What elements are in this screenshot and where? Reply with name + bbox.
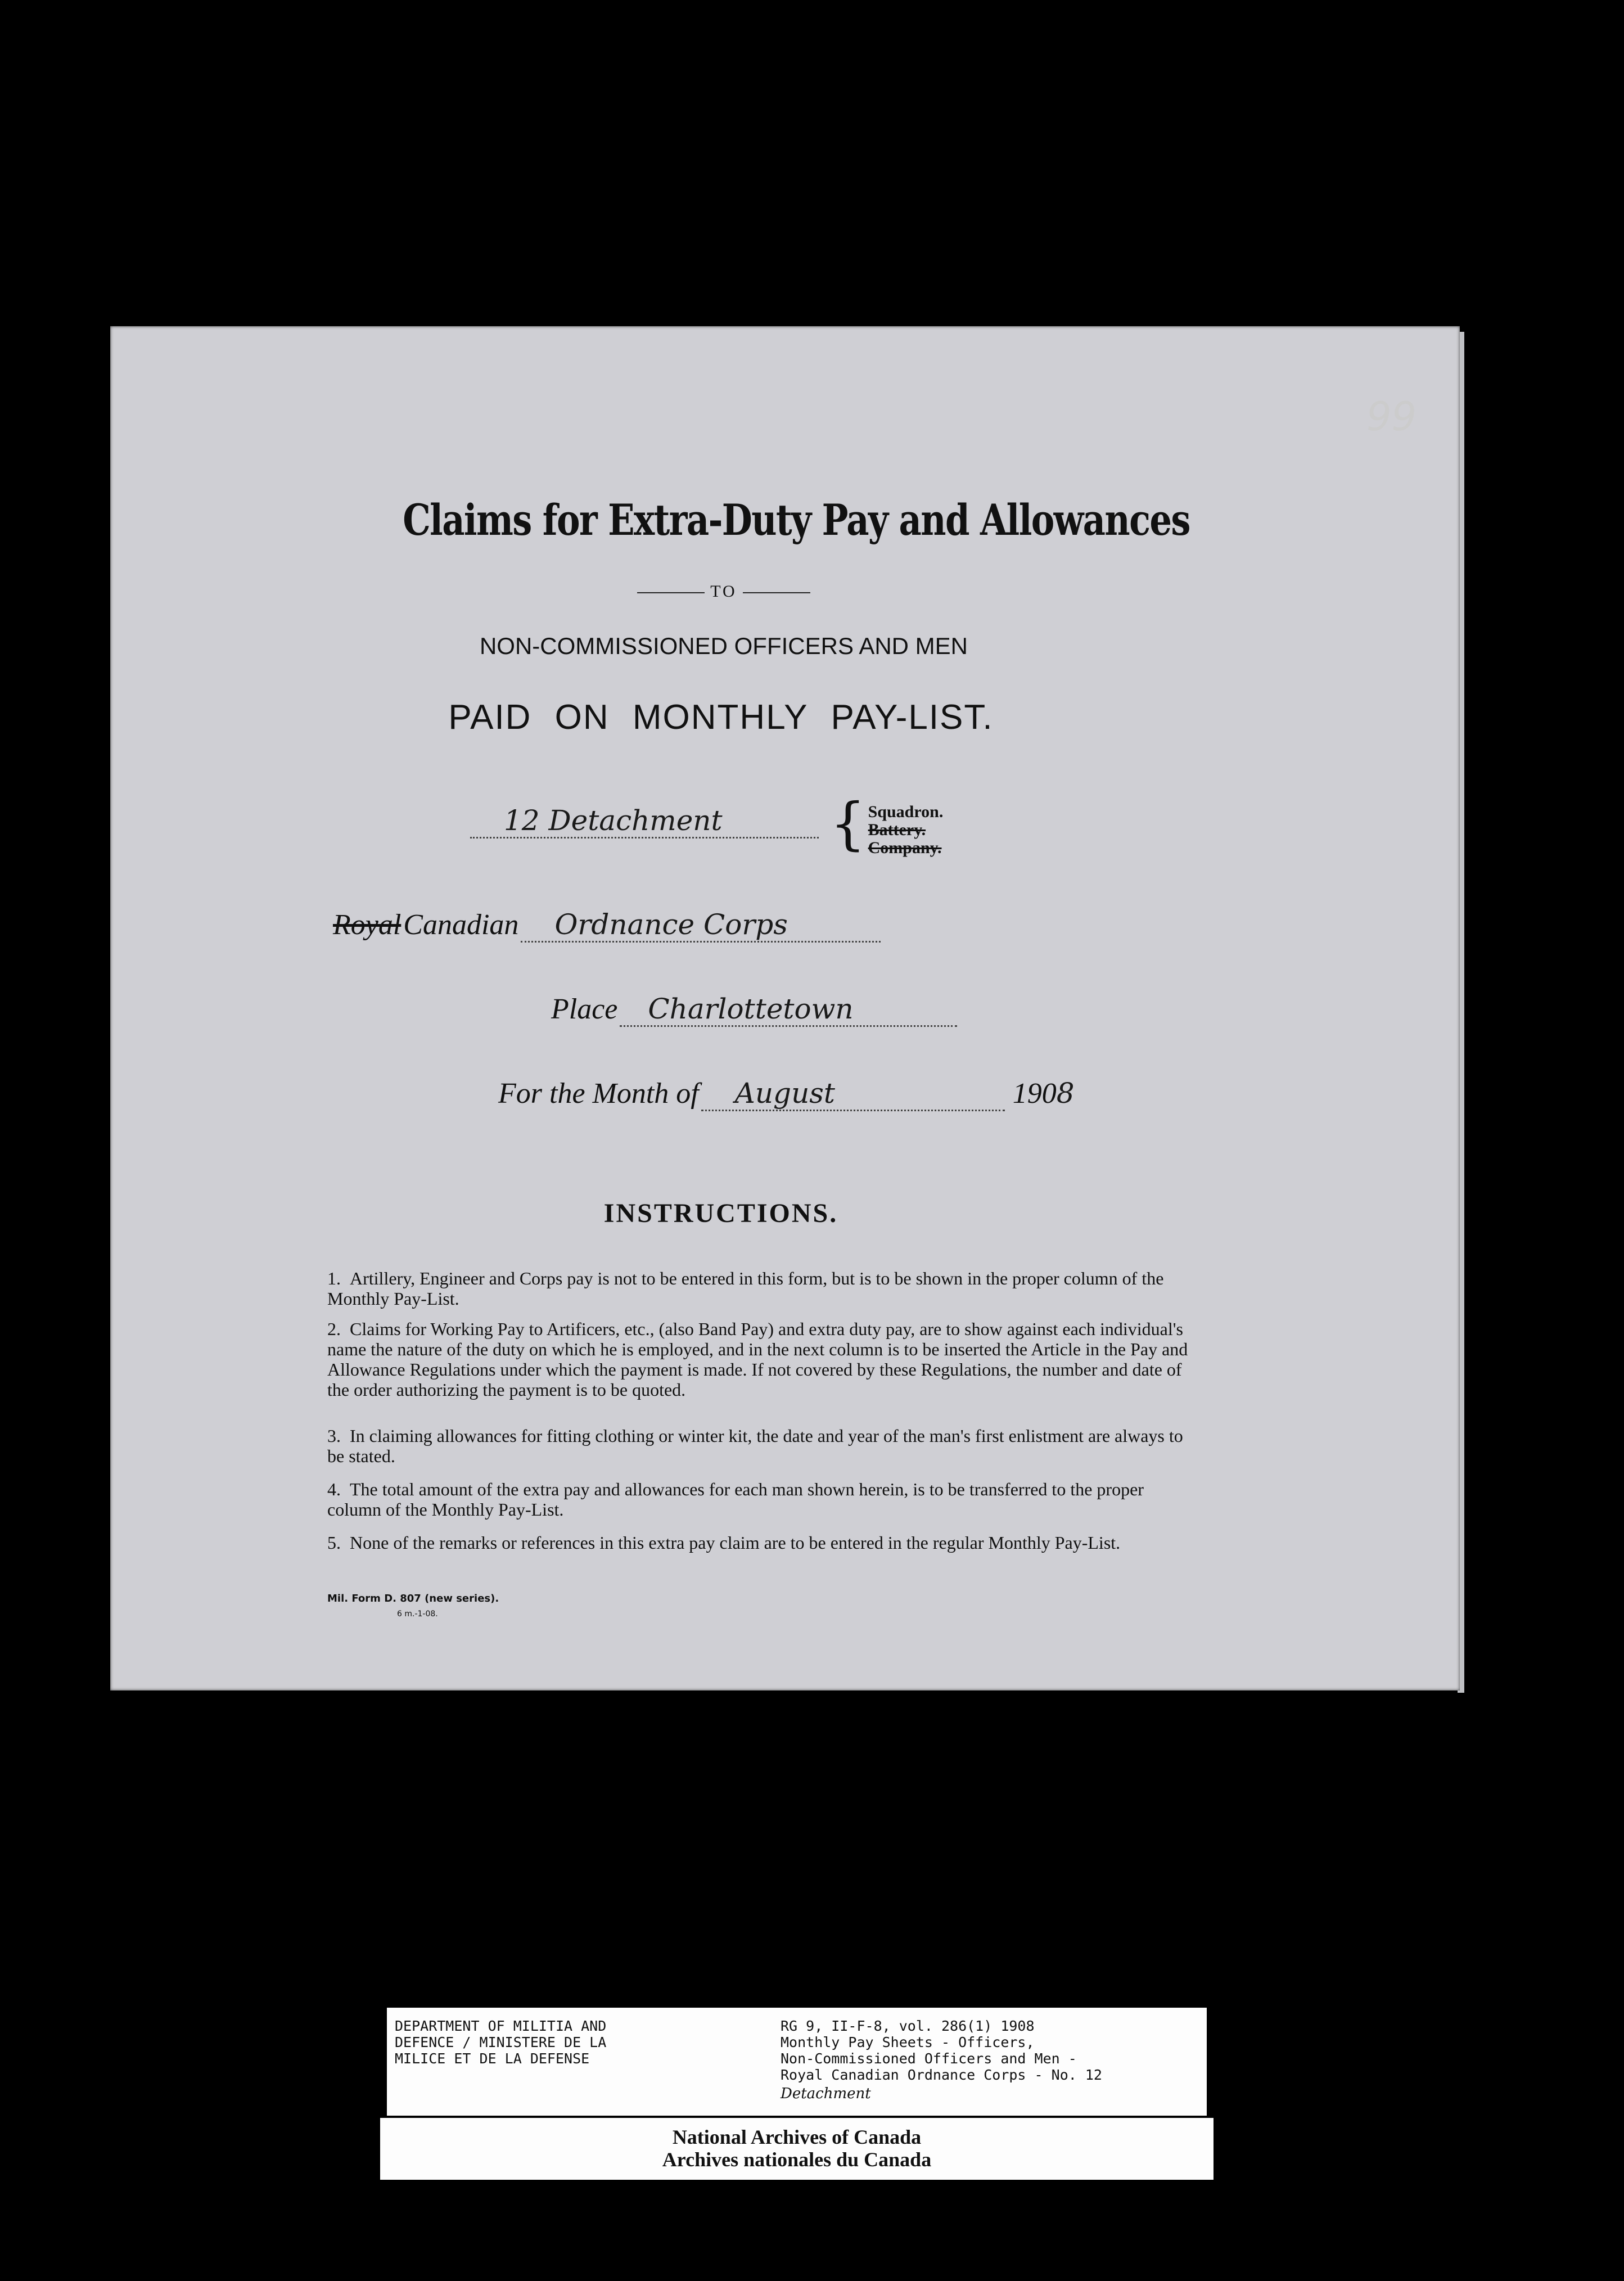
place-value: Charlottetown	[620, 993, 957, 1027]
archive-footer-english: National Archives of Canada	[672, 2126, 922, 2148]
archive-reference-label	[387, 2008, 1207, 2116]
year-prefix: 190	[1012, 1078, 1057, 1110]
form-subtitle: NON-COMMISSIONED OFFICERS AND MEN	[479, 633, 968, 659]
print-code: 6 m.-1-08.	[397, 1610, 438, 1619]
form-code: Mil. Form D. 807 (new series).	[327, 1593, 499, 1604]
unit-type-squadron: Squadron.	[868, 803, 944, 821]
corps-row	[333, 908, 881, 943]
archive-handwritten-note: Detachment	[781, 2085, 871, 2102]
form-title: Claims for Extra-Duty Pay and Allowances	[403, 495, 1190, 545]
document-sheet	[110, 326, 1460, 1691]
instruction-number: 5.	[327, 1532, 341, 1553]
instruction-item	[327, 1532, 1193, 1553]
instruction-number: 4.	[327, 1479, 341, 1499]
instruction-item	[327, 1426, 1193, 1466]
month-row	[498, 1077, 1075, 1111]
instruction-item	[327, 1268, 1193, 1309]
instruction-text: The total amount of the extra pay and allowances for each man shown herein, is to be transferred to the proper column of the Monthly Pay-List.	[327, 1479, 1144, 1520]
instructions-heading: INSTRUCTIONS.	[603, 1198, 838, 1228]
instruction-text: In claiming allowances for fitting clothing or winter kit, the date and year of the man's first enlistment are always to be stated.	[327, 1426, 1183, 1466]
year-suffix: 8	[1056, 1077, 1075, 1110]
archive-footer-french: Archives nationales du Canada	[662, 2148, 932, 2171]
archive-footer	[380, 2118, 1214, 2180]
unit-type-battery: Battery.	[868, 821, 926, 839]
unit-type-company: Company.	[868, 839, 942, 857]
corps-label: Canadian	[403, 909, 519, 941]
brace-icon: {	[830, 791, 866, 856]
place-row	[551, 993, 957, 1027]
instruction-number: 1.	[327, 1268, 341, 1288]
unit-value: 12 Detachment	[470, 804, 819, 839]
corps-value: Ordnance Corps	[521, 908, 881, 943]
month-label: For the Month of	[498, 1078, 699, 1110]
paid-line: PAID ON MONTHLY PAY-LIST.	[448, 698, 994, 737]
instruction-item	[327, 1319, 1193, 1400]
instruction-text: None of the remarks or references in this extra pay claim are to be entered in the regular Monthly Pay-List.	[350, 1532, 1121, 1553]
instruction-text: Artillery, Engineer and Corps pay is not to be entered in this form, but is to be shown in the proper column of the Monthly Pay-List.	[327, 1268, 1164, 1309]
instruction-number: 2.	[327, 1319, 341, 1339]
to-separator	[620, 582, 828, 601]
to-label: TO	[710, 582, 737, 601]
month-value: August	[701, 1077, 1005, 1111]
corps-prefix: Royal	[333, 909, 402, 941]
place-label: Place	[551, 993, 618, 1025]
instruction-text: Claims for Working Pay to Artificers, etc., (also Band Pay) and extra duty pay, are to show against each individual's name the nature of the duty on which he is employed, and in the next column is to be inserted the Article in the Pay and Allowance Regulations under which the payment is made. If not covered by these Regulations, the number and date of the order authorizing the payment is to be quoted.	[327, 1319, 1188, 1400]
unit-row	[470, 804, 819, 839]
instruction-item	[327, 1479, 1193, 1520]
archive-department: DEPARTMENT OF MILITIA AND DEFENCE / MINISTERE DE LA MILICE ET DE LA DEFENSE	[395, 2018, 607, 2067]
unit-type-brace	[830, 791, 944, 857]
instruction-number: 3.	[327, 1426, 341, 1446]
page-number: 99	[1366, 394, 1417, 440]
archive-reference: RG 9, II-F-8, vol. 286(1) 1908 Monthly Pay Sheets - Officers, Non-Commissioned Officers and Men - Royal Canadian Ordnance Corps - No. 12	[781, 2018, 1102, 2083]
